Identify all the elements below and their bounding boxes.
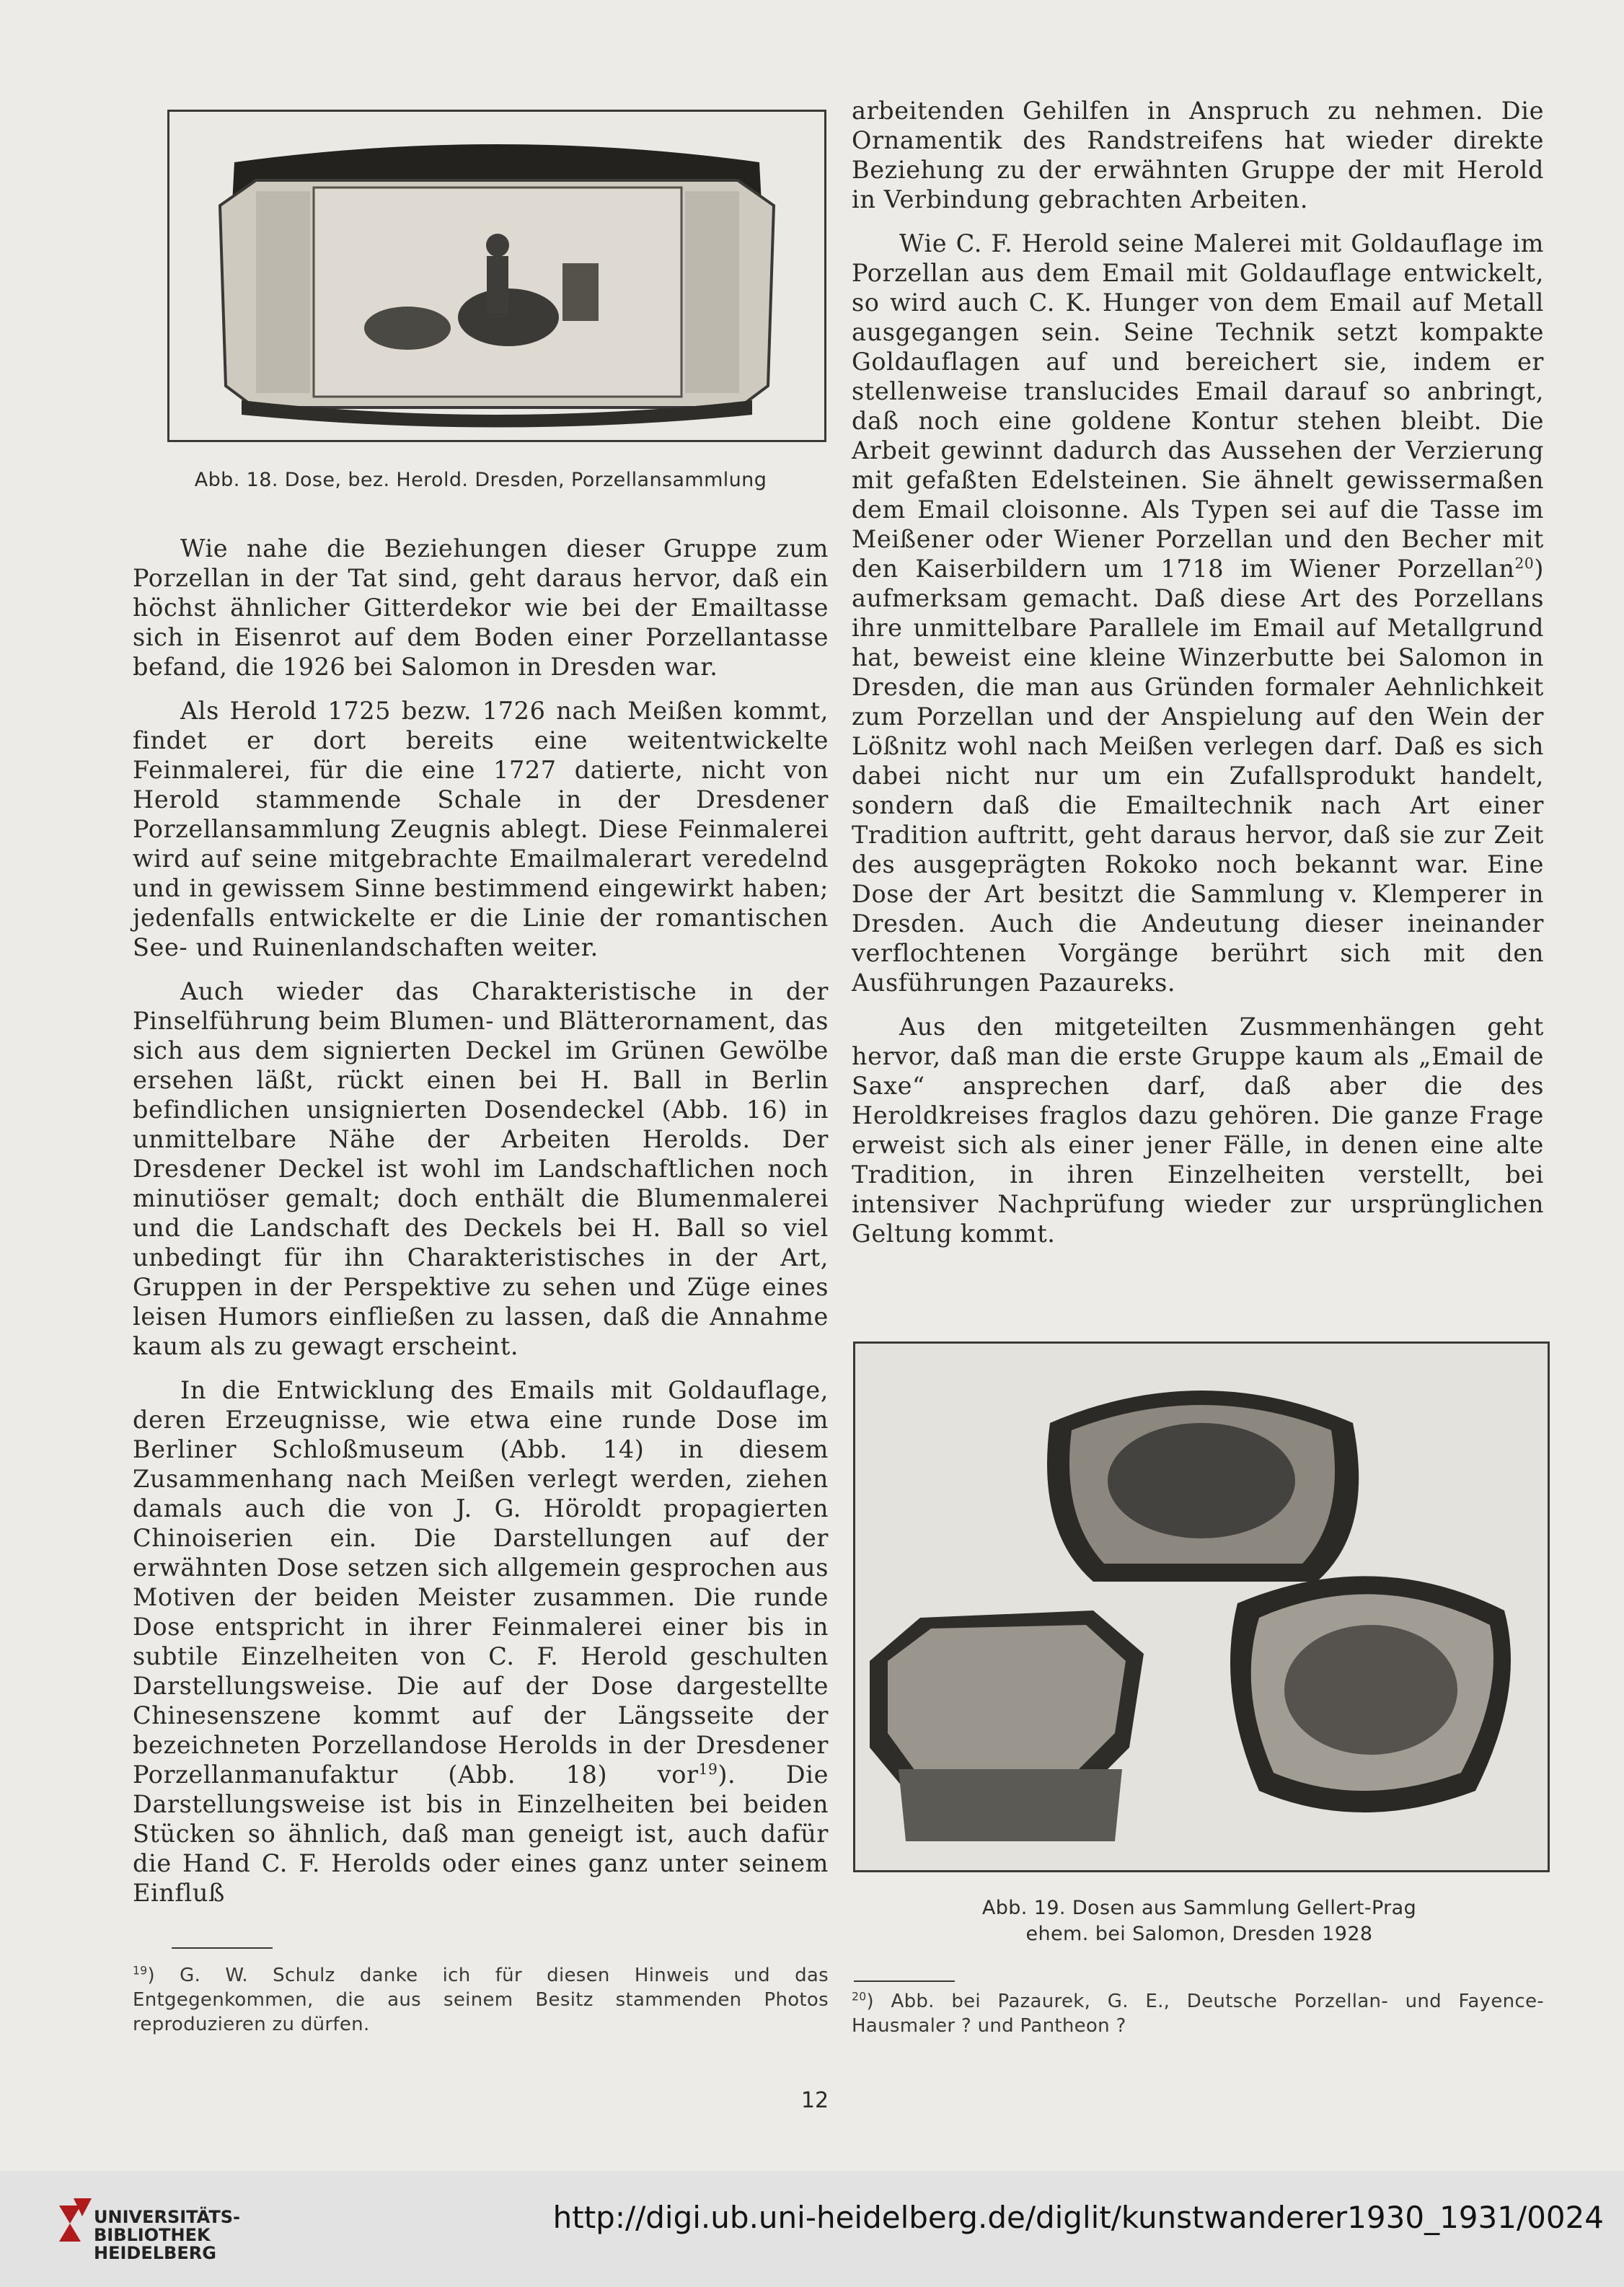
library-name-line: HEIDELBERG <box>94 2243 216 2263</box>
footnote-ref-20: 20 <box>1514 554 1535 572</box>
figure-18-caption: Abb. 18. Dose, bez. Herold. Dresden, Porzellansammlung <box>194 469 767 491</box>
paragraph: arbeitenden Gehilfen in Anspruch zu nehmen. Die Ornamentik des Randstreifens hat wieder direkte Beziehung zu der erwähnten Gruppe der mit Herold in Verbindung gebrachten Arbeiten. <box>852 97 1544 213</box>
footnote-number: 20 <box>852 1990 867 2004</box>
library-name <box>94 2208 240 2262</box>
library-name-line: BIBLIOTHEK <box>94 2225 211 2245</box>
library-name-line: UNIVERSITÄTS- <box>94 2207 241 2227</box>
text-run: ). Die Darstellungsweise ist bis in Einzelheiten bei beiden Stücken so ähnlich, daß man geneigt ist, auch dafür die Hand C. F. Herolds oder eines ganz unter seinem Einfluß <box>133 1761 829 1907</box>
paragraph: Aus den mitgeteilten Zusmmenhängen geht hervor, daß man die erste Gruppe kaum als „Email de Saxe“ ansprechen darf, daß aber die des Heroldkreises fraglos dazu gehören. Die ganze Frage erweist sich als einer jener Fälle, in denen eine alte Tradition, in ihren Einzelheiten verstellt, bei intensiver Nachprüfung wieder zur ursprünglichen Geltung kommt. <box>852 1013 1544 1248</box>
footnote-ref-19: 19 <box>698 1760 718 1778</box>
footnote-19 <box>133 1963 829 2037</box>
footnote-text: ) G. W. Schulz danke ich für diesen Hinweis und das Entgegenkommen, die aus seinem Besitz stammenden Photos reproduzieren zu dürfen. <box>133 1965 829 2035</box>
porcelain-box-image <box>169 112 824 440</box>
paragraph <box>133 1375 829 1908</box>
paragraph: Wie nahe die Beziehungen dieser Gruppe zum Porzellan in der Tat sind, geht daraus hervor, daß ein höchst ähnlicher Gitterdekor wie bei der Emailtasse sich in Eisenrot auf dem Boden einer Porzellantasse befand, die 1926 bei Salomon in Dresden war. <box>133 534 829 681</box>
footnote-text: ) Abb. bei Pazaurek, G. E., Deutsche Porzellan- und Fayence-Hausmaler ? und Pantheon ? <box>852 1991 1544 2037</box>
right-column <box>852 96 1544 1248</box>
text-run: In die Entwicklung des Emails mit Goldauflage, deren Erzeugnisse, wie etwa eine runde Dose im Berliner Schloßmuseum (Abb. 14) in diesem Zusammenhang nach Meißen verlegt werden, ziehen damals auch die von J. G. Höroldt propagierten Chinoiserien ein. Die Darstellungen auf der erwähnten Dose setzen sich allgemein gesprochen aus Motiven der beiden Meister zusammen. Die runde Dose entspricht in ihrer Feinmalerei einer bis in subtile Einzelheiten von C. F. Herold geschulten Darstellungsweise. Die auf der Dose dargestellte Chinesenszene kommt auf der Längsseite der bezeichneten Porzellandose Herolds in der Dresdener Porzellanmanufaktur (Abb. 18) vor <box>133 1376 829 1789</box>
footnote-number: 19 <box>133 1964 148 1978</box>
caption-line: Abb. 19. Dosen aus Sammlung Gellert-Prag <box>981 1897 1417 1919</box>
page-number: 12 <box>800 2088 829 2113</box>
paragraph <box>852 229 1544 997</box>
text-run: ) aufmerksam gemacht. Daß diese Art des Porzellans ihre unmittelbare Parallele im Email auf Metallgrund hat, beweist eine kleine Winzerbutte bei Salomon in Dresden, die man aus Gründen formaler Aehnlichkeit zum Porzellan und der Anspielung auf den Wein der Lößnitz wohl nach Meißen verlegen darf. Daß es sich dabei nicht nur um ein Zufallsprodukt handelt, sondern daß die Emailtechnik nach Art einer Tradition auftritt, geht daraus hervor, daß sie zur Zeit des ausgeprägten Rokoko noch bekannt war. Eine Dose der Art besitzt die Sammlung v. Klemperer in Dresden. Auch die Andeutung dieser ineinander verflochtenen Vorgänge berührt sich mit den Ausführungen Pazaureks. <box>852 555 1544 997</box>
figure-19-caption <box>853 1895 1545 1947</box>
footnote-20 <box>852 1989 1544 2038</box>
source-url-link[interactable]: http://digi.ub.uni-heidelberg.de/diglit/kunstwanderer1930_1931/0024 <box>552 2200 1604 2235</box>
paragraph: Als Herold 1725 bezw. 1726 nach Meißen kommt, findet er dort bereits eine weitentwickelte Feinmalerei, für die eine 1727 datierte, nicht von Herold stammende Schale in der Dresdener Porzellansammlung Zeugnis ablegt. Diese Feinmalerei wird auf seine mitgebrachte Emailmalerart veredelnd und in gewissem Sinne bestimmend eingewirkt haben; jedenfalls entwickelte er die Linie der romantischen See- und Ruinenlandschaften weiter. <box>133 697 829 961</box>
text-run: Wie C. F. Herold seine Malerei mit Goldauflage im Porzellan aus dem Email mit Goldauflage entwickelt, so wird auch C. K. Hunger von dem Email auf Metall ausgegangen sein. Seine Technik setzt kompakte Goldauflagen auf und bereichert sie, indem er stellenweise translucides Email darauf so anbringt, daß noch eine goldene Kontur stehen bleibt. Die Arbeit gewinnt dadurch das Aussehen der Verzierung mit gefaßten Edelsteinen. Sie ähnelt gewissermaßen dem Email cloisonne. Als Typen sei auf die Tasse im Meißener oder Wiener Porzellan und den Becher mit den Kaiserbildern um 1718 im Wiener Porzellan <box>852 229 1544 583</box>
footnote-divider <box>172 1947 273 1949</box>
caption-line: ehem. bei Salomon, Dresden 1928 <box>1025 1923 1373 1945</box>
footnote-divider <box>854 1980 955 1982</box>
figure-18-photo <box>167 110 826 442</box>
figure-19-photo <box>853 1341 1550 1872</box>
left-column <box>133 534 829 1908</box>
snuffboxes-image <box>855 1344 1548 1870</box>
paragraph: Auch wieder das Charakteristische in der Pinselführung beim Blumen- und Blätterornament, das sich aus dem signierten Deckel im Grünen Gewölbe ersehen läßt, rückt einen bei H. Ball in Berlin befindlichen unsignierten Dosendeckel (Abb. 16) in unmittelbare Nähe der Arbeiten Herolds. Der Dresdener Deckel ist wohl im Landschaftlichen noch minutiöser gemalt; doch enthält die Blumenmalerei und die Landschaft des Deckels bei H. Ball so viel unbedingt für ihn Charakteristisches in der Art, Gruppen in der Perspektive zu sehen und Züge eines leisen Humors einfließen zu lassen, daß die Annahme kaum als zu gewagt erscheint. <box>133 977 829 1360</box>
